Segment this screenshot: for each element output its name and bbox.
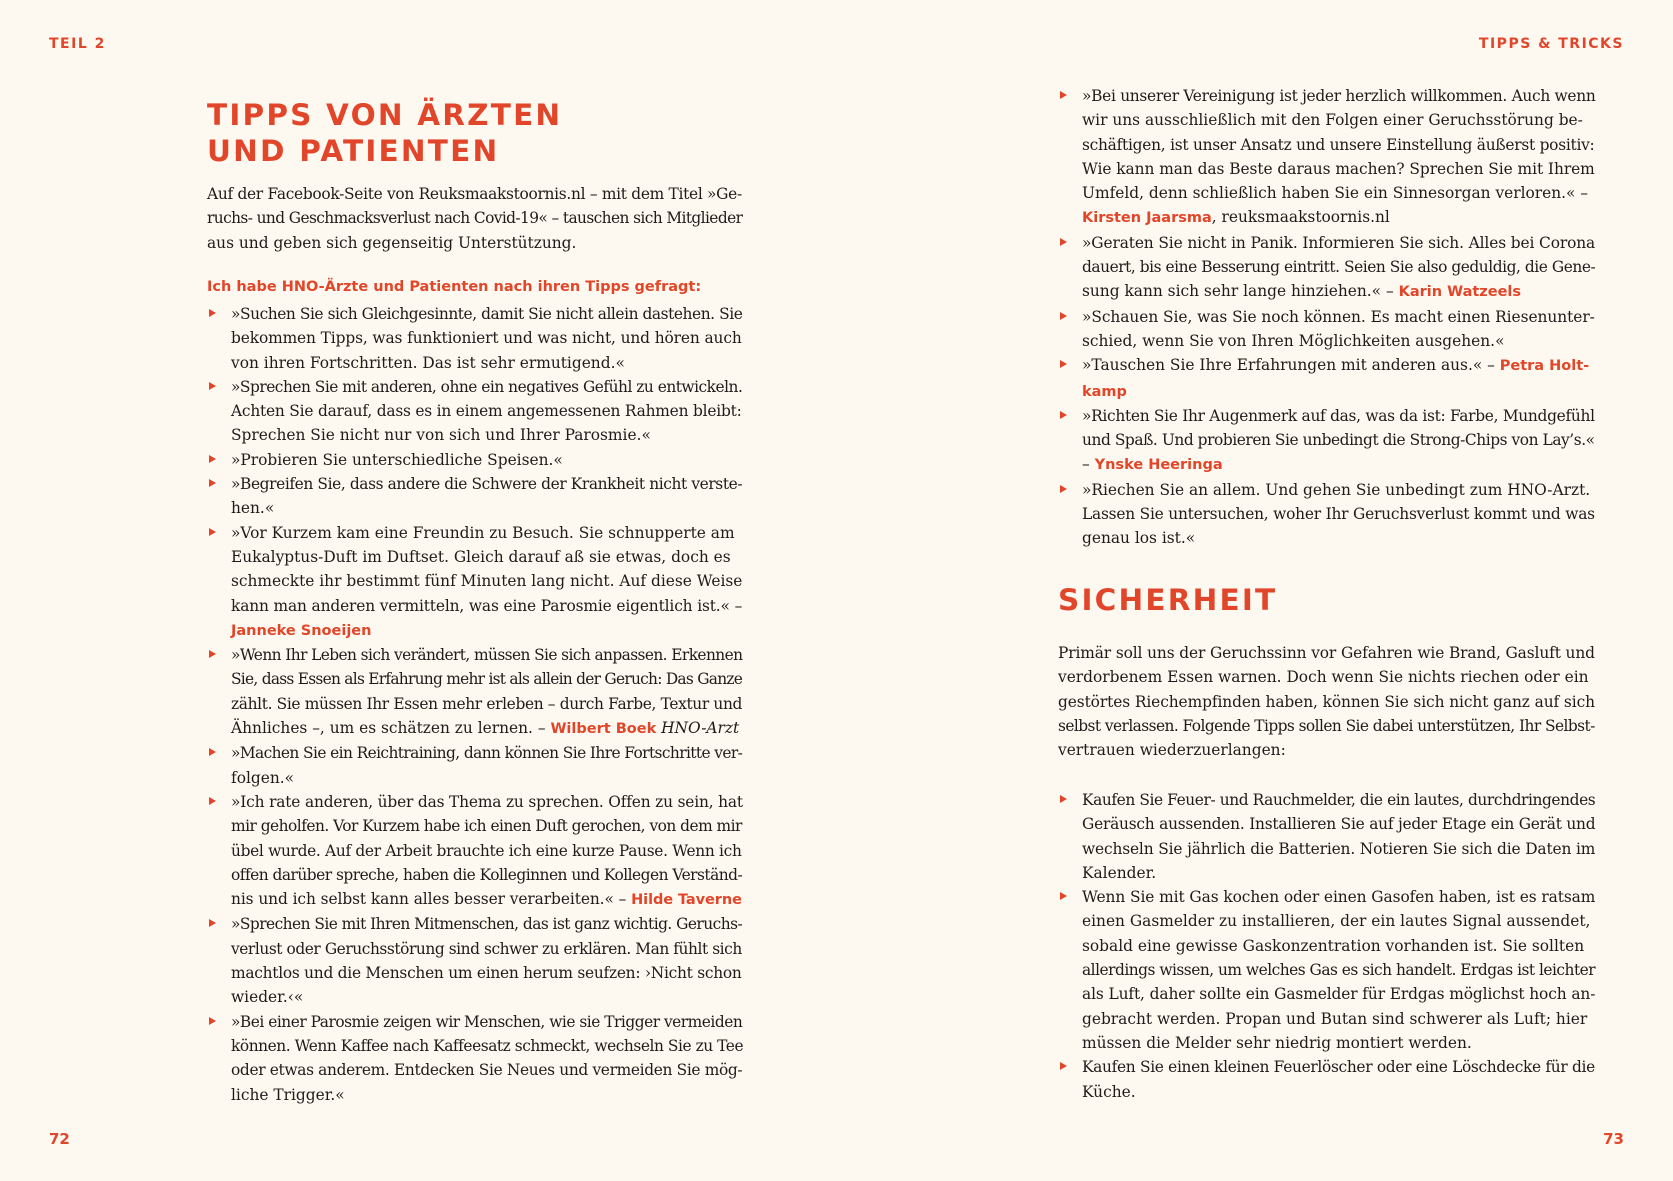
- bullet-triangle-icon: [1060, 91, 1067, 99]
- text: kann man anderen vermitteln, was eine Parosmie eigentlich ist.« –: [231, 596, 743, 615]
- text-line: [1082, 181, 1595, 205]
- page-number-left: 72: [49, 1130, 70, 1148]
- text: als Luft, daher sollte ein Gasmelder für Erdgas möglichst hoch an-: [1082, 985, 1596, 1004]
- text: oder etwas anderem. Entdecken Sie Neues und vermeiden Sie mög-: [231, 1061, 743, 1080]
- text-line: [231, 814, 742, 838]
- text-line: [1082, 428, 1595, 452]
- list-item: [207, 521, 742, 643]
- bullet-triangle-icon: [1060, 238, 1067, 246]
- text-line: [231, 937, 742, 961]
- text: »Suchen Sie sich Gleichgesinnte, damit Sie nicht allein dastehen. Sie: [231, 305, 743, 323]
- text: »Tauschen Sie Ihre Erfahrungen mit anderen aus.« –: [1082, 356, 1495, 375]
- text-line: ruchs- und Geschmacksverlust nach Covid-19« – tauschen sich Mitglieder: [207, 209, 743, 228]
- text-line: [231, 375, 742, 399]
- text-line: [1082, 84, 1595, 108]
- list-item: [207, 741, 742, 790]
- bullet-triangle-icon: [209, 309, 216, 317]
- author-name: Ynske Heeringa: [1094, 457, 1223, 474]
- text-line: [1082, 379, 1595, 404]
- text-line: [1082, 157, 1595, 181]
- text: Sprechen Sie nicht nur von sich und Ihrer Parosmie.«: [231, 426, 651, 445]
- bullet-triangle-icon: [209, 919, 216, 927]
- text: »Machen Sie ein Reichtraining, dann können Sie Ihre Fortschritte ver-: [231, 744, 743, 763]
- text: Küche.: [1082, 1082, 1136, 1101]
- text-line: gestörtes Riechempfinden haben, können Sie sich nicht ganz auf sich: [1058, 692, 1595, 711]
- text-line: [1082, 788, 1595, 812]
- text: genau los ist.«: [1082, 529, 1196, 548]
- intro-paragraph: [207, 182, 742, 255]
- text: »Richten Sie Ihr Augenmerk auf das, was da ist: Farbe, Mundgefühl: [1082, 406, 1595, 425]
- text: übel wurde. Auf der Arbeit brauchte ich eine kurze Pause. Wenn ich: [231, 841, 742, 860]
- list-item: [207, 643, 742, 741]
- text-line: [231, 423, 742, 447]
- list-item: [1058, 353, 1595, 404]
- text: hen.«: [231, 499, 275, 518]
- list-item: [1058, 231, 1595, 305]
- text: schied, wenn Sie von Ihren Möglichkeiten ausgehen.«: [1082, 331, 1505, 350]
- text: »Bei einer Parosmie zeigen wir Menschen, wie sie Trigger vermeiden: [231, 1012, 743, 1031]
- text-line: [1082, 329, 1595, 353]
- text-line: [231, 790, 742, 814]
- list-item: [207, 375, 742, 448]
- text-line: [1082, 526, 1595, 550]
- bullet-triangle-icon: [1060, 360, 1067, 368]
- text: Kalender.: [1082, 863, 1157, 882]
- text-line: [1082, 404, 1595, 428]
- text: wieder.‹«: [231, 988, 304, 1007]
- text: Lassen Sie untersuchen, woher Ihr Geruchsverlust kommt und was: [1082, 505, 1595, 524]
- text: »Bei unserer Vereinigung ist jeder herzlich willkommen. Auch wenn: [1082, 87, 1596, 105]
- text: –: [1082, 455, 1090, 474]
- text: »Sprechen Sie mit Ihren Mitmenschen, das ist ganz wichtig. Geruchs-: [231, 915, 743, 934]
- text: »Vor Kurzem kam eine Freundin zu Besuch. Sie schnupperte am: [231, 523, 735, 542]
- list-item: [207, 448, 742, 472]
- text-line: [231, 692, 742, 716]
- text: einen Gasmelder zu installieren, der ein lautes Signal aussendet,: [1082, 912, 1591, 931]
- text-line: [1082, 958, 1595, 982]
- author-name: Janneke Snoeijen: [231, 622, 372, 639]
- bullet-triangle-icon: [1060, 411, 1067, 419]
- text-line: [1082, 452, 1595, 477]
- text-line: [1082, 982, 1595, 1006]
- text-line: aus und geben sich gegenseitig Unterstützung.: [207, 233, 577, 252]
- text-line: [1082, 885, 1595, 909]
- text-line: [231, 887, 742, 912]
- bullet-triangle-icon: [1060, 1062, 1067, 1070]
- text-line: selbst verlassen. Folgende Tipps sollen Sie dabei unterstützen, Ihr Selbst-: [1058, 716, 1595, 735]
- list-item: [207, 472, 742, 521]
- title-line: TIPPS VON ÄRZTEN: [207, 98, 563, 132]
- list-item: [207, 912, 742, 1009]
- author-name: Kirsten Jaarsma: [1082, 210, 1212, 227]
- text: sung kann sich sehr lange hinziehen.« –: [1082, 282, 1394, 301]
- text: Wie kann man das Beste daraus machen? Sprechen Sie mit Ihrem: [1082, 159, 1595, 178]
- text-line: [1082, 279, 1595, 304]
- text: allerdings wissen, um welches Gas es sich handelt. Erdgas ist leichter: [1082, 961, 1596, 980]
- text-line: [1082, 478, 1595, 502]
- author-affiliation: , reuksmaakstoornis.nl: [1211, 208, 1390, 227]
- text-line: [231, 496, 742, 520]
- tips-list: [207, 302, 742, 1107]
- tips-list: [1058, 84, 1595, 551]
- text-line: [1082, 353, 1595, 378]
- text: liche Trigger.«: [231, 1085, 345, 1104]
- list-item: [1058, 885, 1595, 1055]
- text: Kaufen Sie Feuer- und Rauchmelder, die ein lautes, durchdringendes: [1082, 791, 1596, 809]
- text-line: [231, 448, 742, 472]
- bullet-triangle-icon: [209, 382, 216, 390]
- bullet-triangle-icon: [1060, 312, 1067, 320]
- text: von ihren Fortschritten. Das ist sehr ermutigend.«: [231, 353, 625, 372]
- text-line: [231, 741, 742, 765]
- text-line: [1082, 861, 1595, 885]
- text: Eukalyptus-Duft im Duftset. Gleich darauf aß sie etwas, doch es: [231, 547, 731, 566]
- text: »Geraten Sie nicht in Panik. Informieren Sie sich. Alles bei Corona: [1082, 233, 1596, 252]
- running-header-left: TEIL 2: [49, 36, 106, 52]
- bullet-triangle-icon: [209, 479, 216, 487]
- text: bekommen Tipps, was funktioniert und was nicht, und hören auch: [231, 329, 742, 348]
- text-line: [231, 569, 742, 593]
- text-line: [231, 1058, 742, 1082]
- bullet-triangle-icon: [1060, 795, 1067, 803]
- text-line: [231, 961, 742, 985]
- text: Ähnliches –, um es schätzen zu lernen. –: [231, 719, 546, 738]
- text-line: [231, 1010, 742, 1034]
- text: »Begreifen Sie, dass andere die Schwere der Krankheit nicht verste-: [231, 475, 743, 494]
- title-line: UND PATIENTEN: [207, 134, 500, 168]
- text-line: vertrauen wiederzuerlangen:: [1058, 741, 1286, 760]
- text-line: verdorbenem Essen warnen. Doch wenn Sie nichts riechen oder ein: [1058, 668, 1589, 687]
- running-header-right: TIPPS & TRICKS: [1478, 36, 1624, 52]
- author-name: Wilbert Boek: [550, 721, 657, 738]
- text: »Ich rate anderen, über das Thema zu sprechen. Offen zu sein, hat: [231, 792, 743, 811]
- section-title: SICHERHEIT: [1058, 583, 1278, 617]
- text-line: [231, 839, 742, 863]
- bullet-triangle-icon: [1060, 892, 1067, 900]
- text-line: [231, 326, 742, 350]
- bullet-triangle-icon: [209, 650, 216, 658]
- list-item: [1058, 404, 1595, 478]
- list-item: [207, 790, 742, 912]
- text-line: [231, 545, 742, 569]
- bullet-triangle-icon: [209, 455, 216, 463]
- text: verlust oder Geruchsstörung sind schwer zu erklären. Man fühlt sich: [231, 939, 742, 958]
- text: müssen die Melder sehr niedrig montiert werden.: [1082, 1033, 1472, 1052]
- text: nis und ich selbst kann alles besser verarbeiten.« –: [231, 890, 627, 909]
- text-line: [231, 618, 742, 643]
- list-item: [1058, 788, 1595, 885]
- text-line: [1082, 1055, 1595, 1079]
- author-name: Petra Holt-: [1499, 358, 1590, 375]
- author-name: Hilde Taverne: [631, 892, 742, 909]
- author-name: Karin Watzeels: [1398, 284, 1522, 301]
- text: Wenn Sie mit Gas kochen oder einen Gasofen haben, ist es ratsam: [1082, 888, 1596, 907]
- bullet-triangle-icon: [209, 797, 216, 805]
- list-item: [1058, 478, 1595, 551]
- list-item: [207, 1010, 742, 1107]
- text-line: [231, 399, 742, 423]
- text-line: [231, 643, 742, 667]
- text-line: [231, 351, 742, 375]
- text: und Spaß. Und probieren Sie unbedingt die Strong-Chips von Lay’s.«: [1082, 431, 1595, 450]
- text-line: Primär soll uns der Geruchssinn vor Gefahren wie Brand, Gasluft und: [1058, 644, 1595, 662]
- page-title: [207, 97, 562, 169]
- text: gebracht werden. Propan und Butan sind schwerer als Luft; hier: [1082, 1009, 1588, 1028]
- author-name: kamp: [1082, 383, 1127, 400]
- bullet-triangle-icon: [209, 748, 216, 756]
- text-line: [231, 863, 742, 887]
- text: »Riechen Sie an allem. Und gehen Sie unbedingt zum HNO-Arzt.: [1082, 480, 1591, 499]
- text-line: [1082, 812, 1595, 836]
- text-line: [1082, 1007, 1595, 1031]
- text-line: [231, 594, 742, 618]
- text-line: [1082, 255, 1595, 279]
- text-line: [231, 985, 742, 1009]
- bullet-triangle-icon: [209, 528, 216, 536]
- text: wechseln Sie jährlich die Batterien. Notieren Sie sich die Daten im: [1082, 839, 1596, 858]
- text-line: [231, 766, 742, 790]
- list-item: [1058, 1055, 1595, 1104]
- text: machtlos und die Menschen um einen herum seufzen: ›Nicht schon: [231, 964, 742, 983]
- text-line: [1082, 108, 1595, 132]
- text: Sie, dass Essen als Erfahrung mehr ist als allein der Geruch: Das Ganze: [231, 670, 743, 689]
- text-line: [1082, 305, 1595, 329]
- list-item: [1058, 305, 1595, 354]
- section-intro: [1058, 641, 1595, 762]
- safety-list: [1058, 788, 1595, 1104]
- text-line: [1082, 205, 1595, 230]
- text: mir geholfen. Vor Kurzem habe ich einen Duft gerochen, von dem mir: [231, 817, 742, 836]
- text-line: [231, 521, 742, 545]
- text: »Probieren Sie unterschiedliche Speisen.«: [231, 450, 563, 469]
- text-line: [231, 472, 742, 496]
- text: sobald eine gewisse Gaskonzentration vorhanden ist. Sie sollten: [1082, 936, 1585, 955]
- text: schmeckte ihr bestimmt fünf Minuten lang nicht. Auf diese Weise: [231, 572, 743, 591]
- text: Achten Sie darauf, dass es in einem angemessenen Rahmen bleibt:: [231, 402, 742, 421]
- text-line: [1082, 133, 1595, 157]
- list-item: [207, 302, 742, 375]
- text: dauert, bis eine Besserung eintritt. Seien Sie also geduldig, die Gene-: [1082, 258, 1596, 277]
- author-role: HNO-Arzt: [661, 719, 740, 738]
- text-line: [231, 912, 742, 936]
- text-line: [231, 1083, 742, 1107]
- text: offen darüber spreche, haben die Kolleginnen und Kollegen Verständ-: [231, 865, 743, 884]
- text-line: [1082, 934, 1595, 958]
- text: »Schauen Sie, was Sie noch können. Es macht einen Riesenunter-: [1082, 307, 1595, 326]
- subheading: Ich habe HNO-Ärzte und Patienten nach ihren Tipps gefragt:: [207, 279, 702, 295]
- text: können. Wenn Kaffee nach Kaffeesatz schmeckt, wechseln Sie zu Tee: [231, 1036, 744, 1055]
- text-line: [231, 667, 742, 691]
- text: folgen.«: [231, 768, 295, 787]
- text-line: [1082, 1080, 1595, 1104]
- text-line: [231, 1034, 742, 1058]
- text: zählt. Sie müssen Ihr Essen mehr erleben – durch Farbe, Textur und: [231, 694, 743, 713]
- text: wir uns ausschließlich mit den Folgen einer Geruchsstörung be-: [1082, 111, 1583, 130]
- text: »Wenn Ihr Leben sich verändert, müssen Sie sich anpassen. Erkennen: [231, 646, 743, 665]
- text: Geräusch aussenden. Installieren Sie auf jeder Etage ein Gerät und: [1082, 815, 1596, 834]
- list-item: [1058, 84, 1595, 231]
- text-line: [231, 716, 742, 741]
- bullet-triangle-icon: [209, 1017, 216, 1025]
- text-line: Auf der Facebook-Seite von Reuksmaakstoornis.nl – mit dem Titel »Ge-: [207, 185, 742, 203]
- text: schäftigen, ist unser Ansatz und unsere Einstellung äußerst positiv:: [1082, 135, 1595, 154]
- text: Kaufen Sie einen kleinen Feuerlöscher oder eine Löschdecke für die: [1082, 1058, 1595, 1077]
- text: »Sprechen Sie mit anderen, ohne ein negatives Gefühl zu entwickeln.: [231, 377, 743, 396]
- text-line: [231, 302, 742, 326]
- text-line: [1082, 837, 1595, 861]
- text-line: [1082, 909, 1595, 933]
- page-number-right: 73: [1603, 1130, 1624, 1148]
- text-line: [1082, 502, 1595, 526]
- text-line: [1082, 231, 1595, 255]
- bullet-triangle-icon: [1060, 485, 1067, 493]
- text: Umfeld, denn schließlich haben Sie ein Sinnesorgan verloren.« –: [1082, 184, 1589, 203]
- text-line: [1082, 1031, 1595, 1055]
